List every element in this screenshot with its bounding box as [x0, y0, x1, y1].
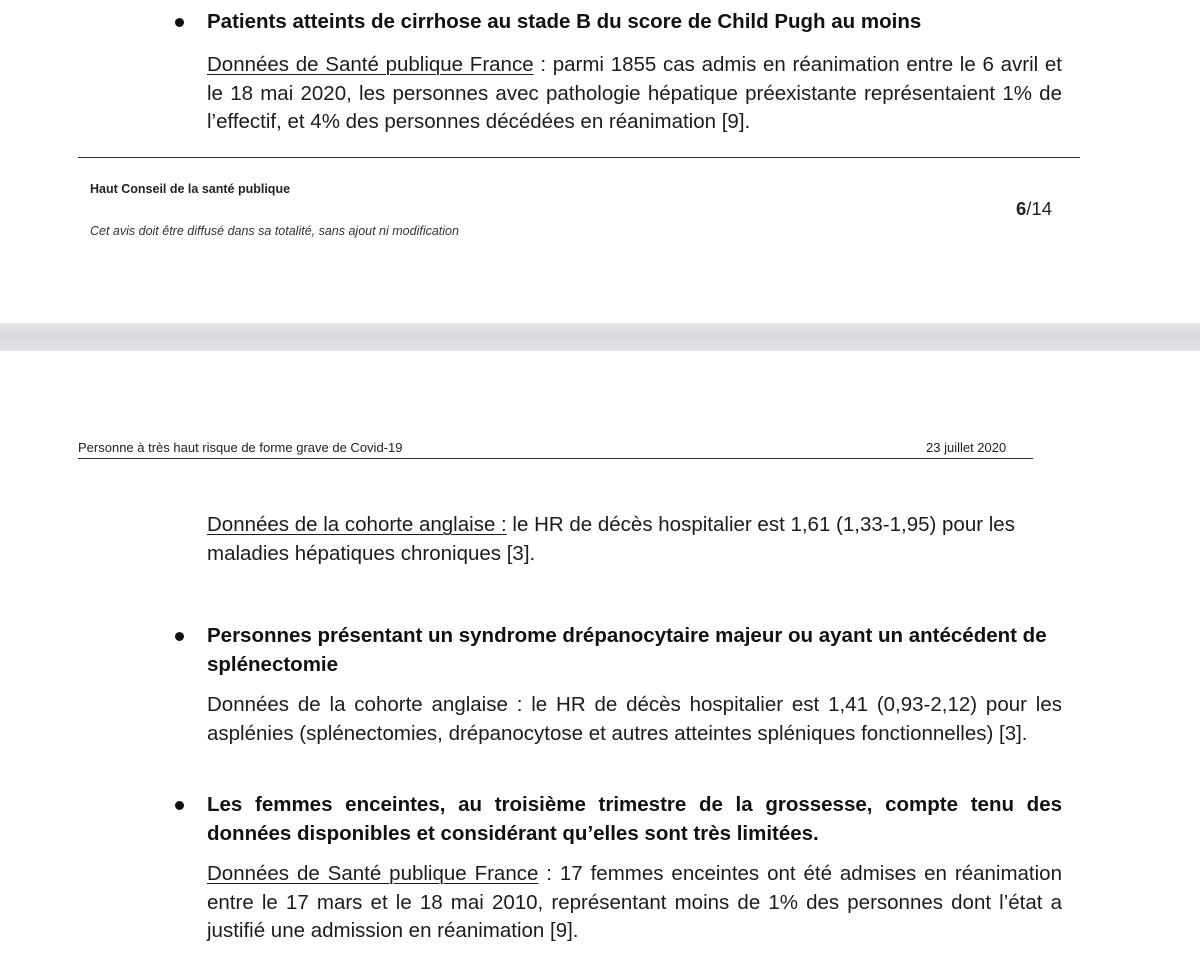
source-cohorte-anglaise: Données de la cohorte anglaise :	[207, 513, 507, 536]
bullet-femmes-enceintes-paragraph	[207, 860, 1062, 946]
bullet-femmes-enceintes-title: Les femmes enceintes, au troisième trimestre de la grossesse, compte tenu des données disponibles et considérant qu’elles sont très limitées.	[207, 793, 1062, 845]
paragraph-text: : 17 femmes enceintes ont été admises en réanimation entre le 17 mars et le 18 mai 2010, représentant moins de 1% des personnes dont l’état a justifié une admission en réanimation [9].	[207, 862, 1062, 942]
source-sante-publique-france: Données de Santé publique France	[207, 862, 539, 885]
bullet-dot-icon	[175, 632, 184, 641]
page-header-date: 23 juillet 2020	[926, 440, 1007, 455]
bullet-cirrhose-paragraph	[207, 51, 1062, 137]
bullet-drepanocytaire-title: Personnes présentant un syndrome drépanocytaire majeur ou ayant un antécédent de splénectomie	[207, 624, 1047, 676]
bullet-dot-icon	[175, 801, 184, 810]
page-total: /14	[1026, 198, 1053, 219]
header-divider	[78, 458, 1033, 459]
bullet-cirrhose-title: Patients atteints de cirrhose au stade B du score de Child Pugh au moins	[207, 10, 922, 33]
source-sante-publique-france: Données de Santé publique France	[207, 53, 534, 76]
cohort-paragraph	[207, 511, 1062, 568]
bullet-drepanocytaire-paragraph: Données de la cohorte anglaise : le HR de décès hospitalier est 1,41 (0,93-2,12) pour les asplénies (splénectomies, drépanocytose et autres atteintes spléniques fonctionnelles) [3].	[207, 693, 1062, 745]
bullet-dot-icon	[175, 18, 184, 27]
footer-organization: Haut Conseil de la santé publique	[90, 182, 291, 196]
page-separator	[0, 323, 1200, 351]
page-number	[1016, 198, 1052, 220]
footer-divider	[78, 157, 1080, 158]
page-current: 6	[1016, 198, 1027, 219]
paragraph-text: : parmi 1855 cas admis en réanimation entre le 6 avril et le 18 mai 2020, les personnes avec pathologie hépatique préexistante représentaient 1% de l’effectif, et 4% des personnes décédées en réanimation [9].	[207, 53, 1062, 133]
footer-note: Cet avis doit être diffusé dans sa totalité, sans ajout ni modification	[90, 224, 459, 238]
paragraph-text: le HR de décès hospitalier est 1,61 (1,33-1,95) pour les maladies hépatiques chroniques [3].	[207, 513, 1015, 565]
page-header-title: Personne à très haut risque de forme grave de Covid-19	[78, 440, 403, 455]
